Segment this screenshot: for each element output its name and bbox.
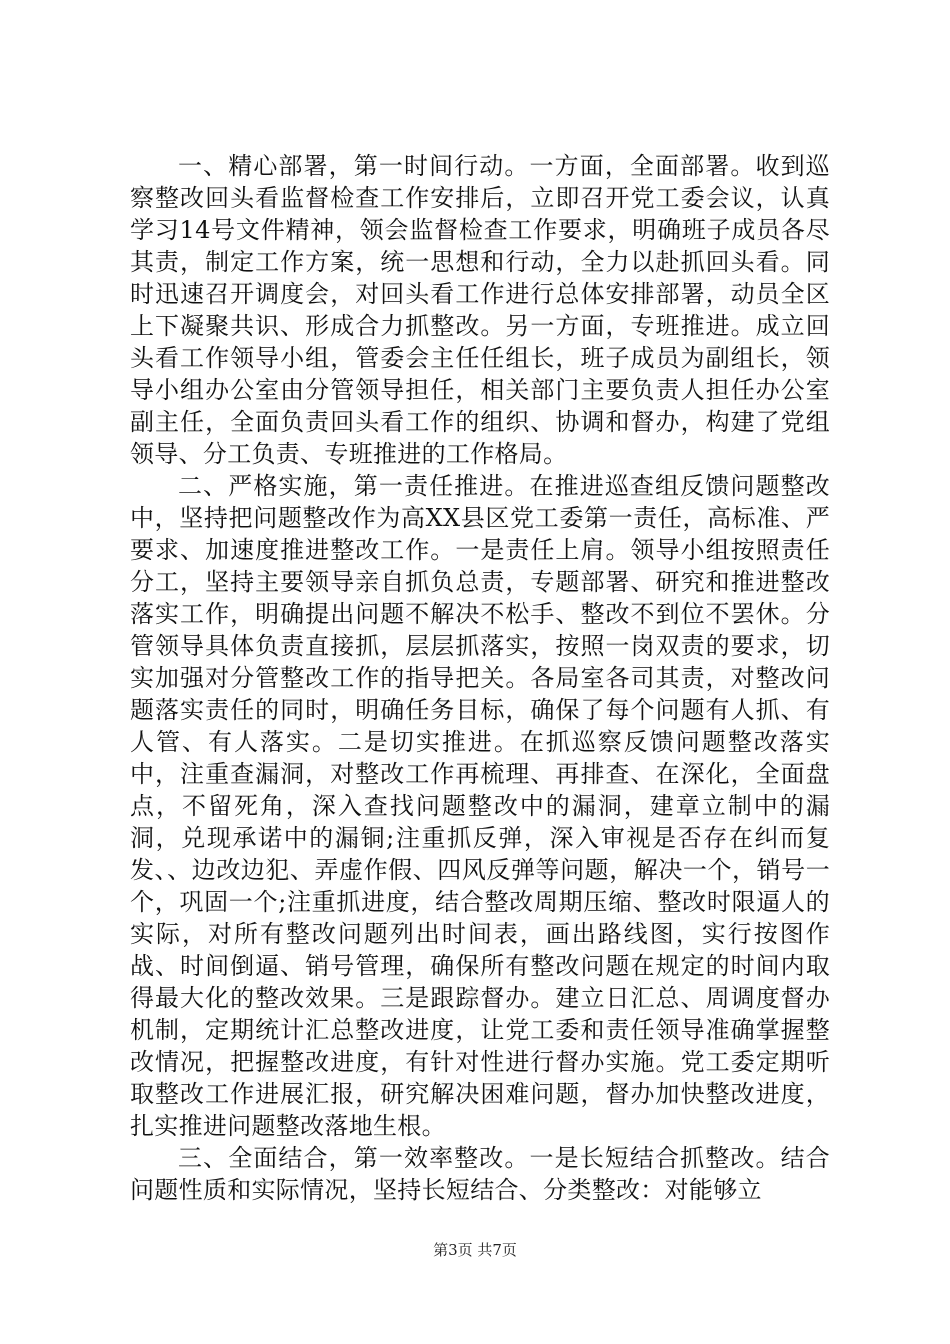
- paragraph-1: 一、精心部署，第一时间行动。一方面，全面部署。收到巡察整改回头看监督检查工作安排后，立即召开党工委会议，认真学习14号文件精神，领会监督检查工作要求，明确班子成员各尽其责，制定工作方案，统一思想和行动，全力以赴抓回头看。同时迅速召开调度会，对回头看工作进行总体安排部署，动员全区上下凝聚共识、形成合力抓整改。另一方面，专班推进。成立回头看工作领导小组，管委会主任任组长，班子成员为副组长，领导小组办公室由分管领导担任，相关部门主要负责人担任办公室副主任，全面负责回头看工作的组织、协调和督办，构建了党组领导、分工负责、专班推进的工作格局。: [130, 152, 830, 468]
- page-number-label: 第3页 共7页: [433, 1241, 517, 1259]
- paragraph-2: 二、严格实施，第一责任推进。在推进巡查组反馈问题整改中，坚持把问题整改作为高XX县区党工委第一责任，高标准、严要求、加速度推进整改工作。一是责任上肩。领导小组按照责任分工，坚持主要领导亲自抓负总责，专题部署、研究和推进整改落实工作，明确提出问题不解决不松手、整改不到位不罢休。分管领导具体负责直接抓，层层抓落实，按照一岗双责的要求，切实加强对分管整改工作的指导把关。各局室各司其责，对整改问题落实责任的同时，明确任务目标，确保了每个问题有人抓、有人管、有人落实。二是切实推进。在抓巡察反馈问题整改落实中，注重查漏洞，对整改工作再梳理、再排查、在深化，全面盘点，不留死角，深入查找问题整改中的漏洞，建章立制中的漏洞，兑现承诺中的漏铜;注重抓反弹，深入审视是否存在纠而复发、、边改边犯、弄虚作假、四风反弹等问题，解决一个，销号一个，巩固一个;注重抓进度，结合整改周期压缩、整改时限逼人的实际，对所有整改问题列出时间表，画出路线图，实行按图作战、时间倒逼、销号管理，确保所有整改问题在规定的时间内取得最大化的整改效果。三是跟踪督办。建立日汇总、周调度督办机制，定期统计汇总整改进度，让党工委和责任领导准确掌握整改情况，把握整改进度，有针对性进行督办实施。党工委定期听取整改工作进展汇报，研究解决困难问题，督办加快整改进度，扎实推进问题整改落地生根。: [130, 472, 830, 1140]
- paragraph-3: 三、全面结合，第一效率整改。一是长短结合抓整改。结合问题性质和实际情况，坚持长短结合、分类整改：对能够立: [130, 1144, 830, 1204]
- document-body: [130, 150, 830, 1206]
- page-footer: [0, 1240, 950, 1260]
